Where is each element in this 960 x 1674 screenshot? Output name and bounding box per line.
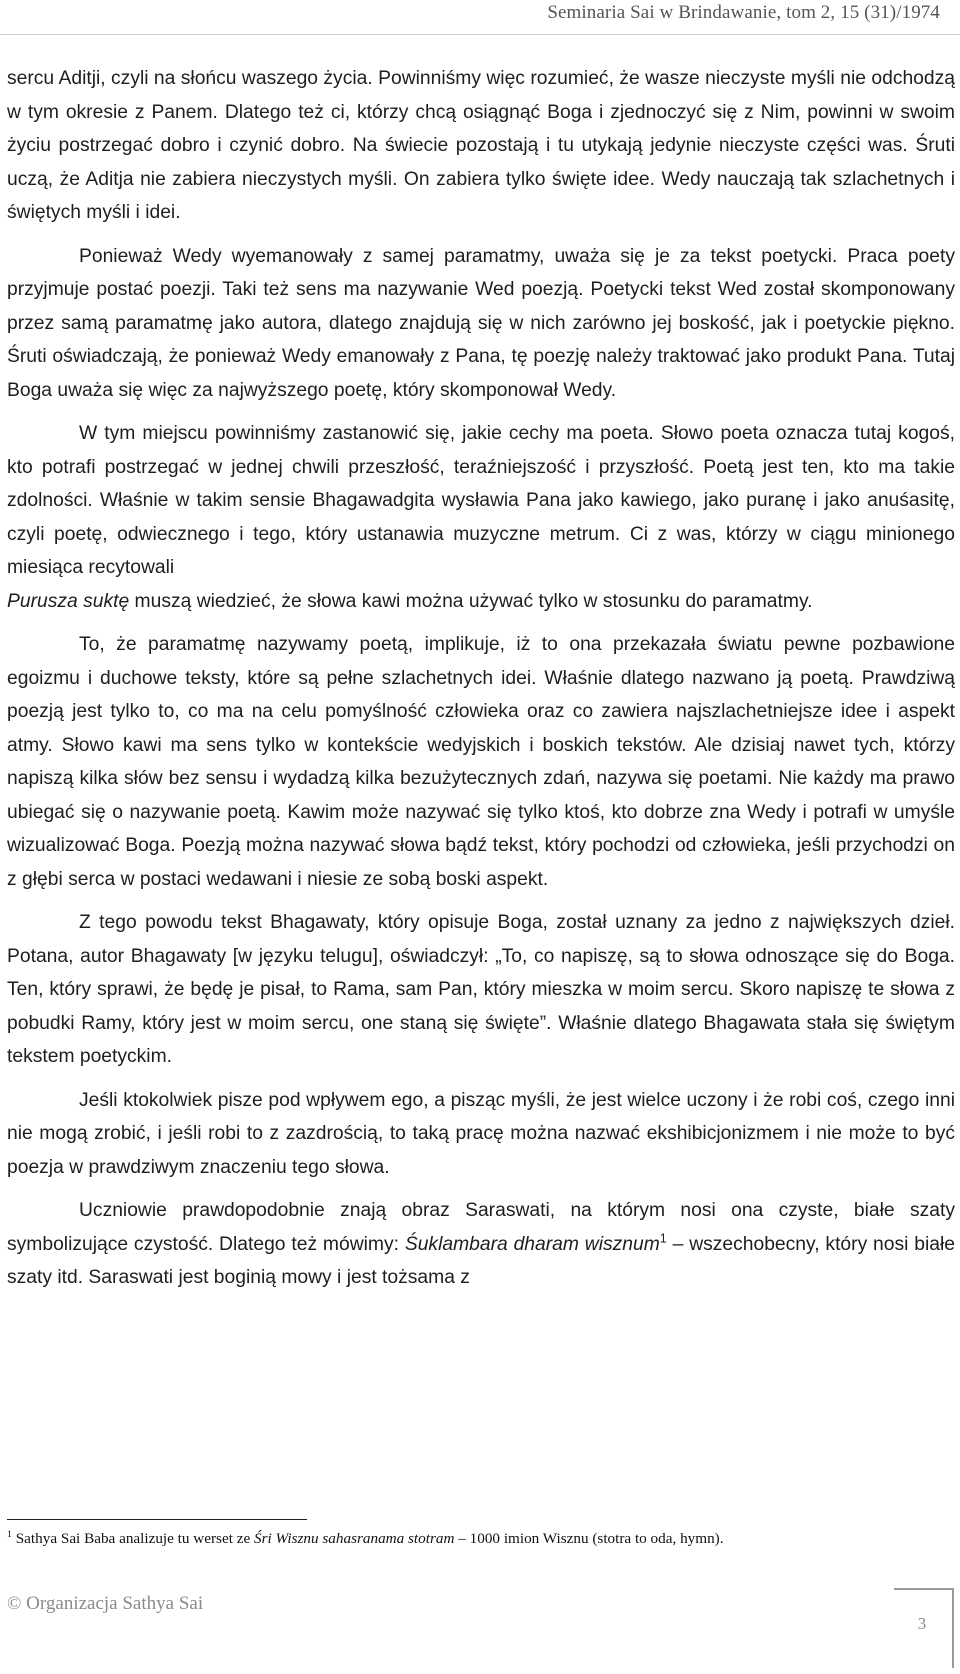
running-header: Seminaria Sai w Brindawanie, tom 2, 15 (31)/1974 [547,2,940,23]
footnote [7,1528,952,1550]
purusza-sukta-italic: Purusza suktę [7,590,130,612]
paragraph-7-rest: – wszechobecny, który nosi białe szaty itd. Saraswati jest boginią mowy i jest tożsama z [7,1233,956,1288]
paragraph-4: To, że paramatmę nazywamy poetą, implikuje, iż to ona przekazała światu pewne pozbawione egoizmu i duchowe teksty, które są pełne szlachetnych idei. Właśnie dlatego nazwano ją poetą. Prawdziwą poezją jest tylko to, co ma na celu pomyślność człowieka oraz co zawiera najszlachetniejsze idee i aspekt atmy. Słowo kawi ma sens tylko w kontekście wedyjskich i boskich tekstów. Ale dzisiaj nawet tych, którzy napiszą kilka słów bez sensu i wydadzą kilka bezużytecznych zdań, nazywa się poetami. Nie każdy ma prawo ubiegać się o nazywanie poetą. Kawim może nazywać się tylko ktoś, kto dobrze zna Wedy i potrafi w umyśle wizualizować Boga. Poezją można nazywać słowa bądź tekst, który pochodzi od człowieka, jeśli przychodzi on z głębi serca w postaci wedawani i niesie ze sobą boski aspekt. [7,634,955,890]
footer-copyright: © Organizacja Sathya Sai [7,1593,204,1614]
footnote-italic: Śri Wisznu sahasranama stotram [254,1530,455,1547]
paragraph-7 [7,1194,955,1295]
header-rule [0,34,960,35]
footnote-rule [7,1519,307,1520]
paragraph-7-text: Uczniowie prawdopodobnie znają obraz Saraswati, na którym nosi ona czyste, białe szaty symbolizujące czystość. Dlatego też mówimy: [7,1200,955,1255]
footnote-number: 1 [7,1528,12,1540]
paragraph-2: Ponieważ Wedy wyemanowały z samej paramatmy, uważa się je za tekst poetycki. Praca poety przyjmuje postać poezji. Taki też sens ma nazywanie Wed poezją. Poetycki tekst Wed został skomponowany przez samą paramatmę jako autora, dlatego znajdują się w nich zarówno jej boskość, jak i poetyckie piękno. Śruti oświadczają, że ponieważ Wedy emanowały z Pana, tę poezję należy traktować jako produkt Pana. Tutaj Boga uważa się więc za najwyższego poetę, który skomponował Wedy. [7,245,955,401]
footnote-after: – 1000 imion Wisznu (stotra to oda, hymn). [458,1530,724,1547]
footnote-ref[interactable]: 1 [659,1231,667,1246]
body-text [7,62,955,1303]
sanskrit-italic: Śuklambara dharam wisznum [404,1233,660,1255]
paragraph-3-rest: muszą wiedzieć, że słowa kawi można używać tylko w stosunku do paramatmy. [129,590,813,612]
paragraph-6: Jeśli ktokolwiek pisze pod wpływem ego, a pisząc myśli, że jest wielce uczony i że robi coś, czego inni nie mogą zrobić, i jeśli robi to z zazdrością, to taką pracę można nazwać ekshibicjonizmem i nie może to być poezja w prawdziwym znaczeniu tego słowa. [7,1089,955,1178]
page-number: 3 [917,1614,927,1633]
footnote-before: Sathya Sai Baba analizuje tu werset ze [15,1530,251,1547]
paragraph-5: Z tego powodu tekst Bhagawaty, który opisuje Boga, został uznany za jedno z największych dzieł. Potana, autor Bhagawaty [w języku telugu], oświadczył: „To, co napiszę, są to słowa odnoszące się do Boga. Ten, który sprawi, że będę je pisał, to Rama, sam Pan, który mieszka w moim sercu. Skoro napiszę te słowa z pobudki Ramy, który jest w moim sercu, one staną się święte”. Właśnie dlatego Bhagawata stała się świętym tekstem poetyckim. [7,912,955,1067]
paragraph-3 [7,417,955,618]
paragraph-1: sercu Aditji, czyli na słońcu waszego życia. Powinniśmy więc rozumieć, że wasze nieczyste myśli nie odchodzą w tym okresie z Panem. Dlatego też ci, którzy chcą osiągnąć Boga i zjednoczyć się z Nim, powinni w swoim życiu postrzegać dobro i czynić dobro. Na świecie pozostają i tu utykają jedynie nieczyste części was. Śruti uczą, że Aditja nie zabiera nieczystych myśli. On zabiera tylko święte idee. Wedy nauczają tak szlachetnych i świętych myśli i idei. [7,68,955,223]
paragraph-3-text: W tym miejscu powinniśmy zastanowić się, jakie cechy ma poeta. Słowo poeta oznacza tutaj kogoś, kto potrafi postrzegać w jednej chwili przeszłość, teraźniejszość i przyszłość. Poetą jest ten, kto ma takie zdolności. Właśnie w takim sensie Bhagawadgita wysławia Pana jako kawiego, jako puranę i jako anuśasitę, czyli poetę, odwiecznego i tego, który ustanawia muzyczne metrum. Ci z was, którzy w ciągu minionego miesiąca recytowali [7,423,955,578]
